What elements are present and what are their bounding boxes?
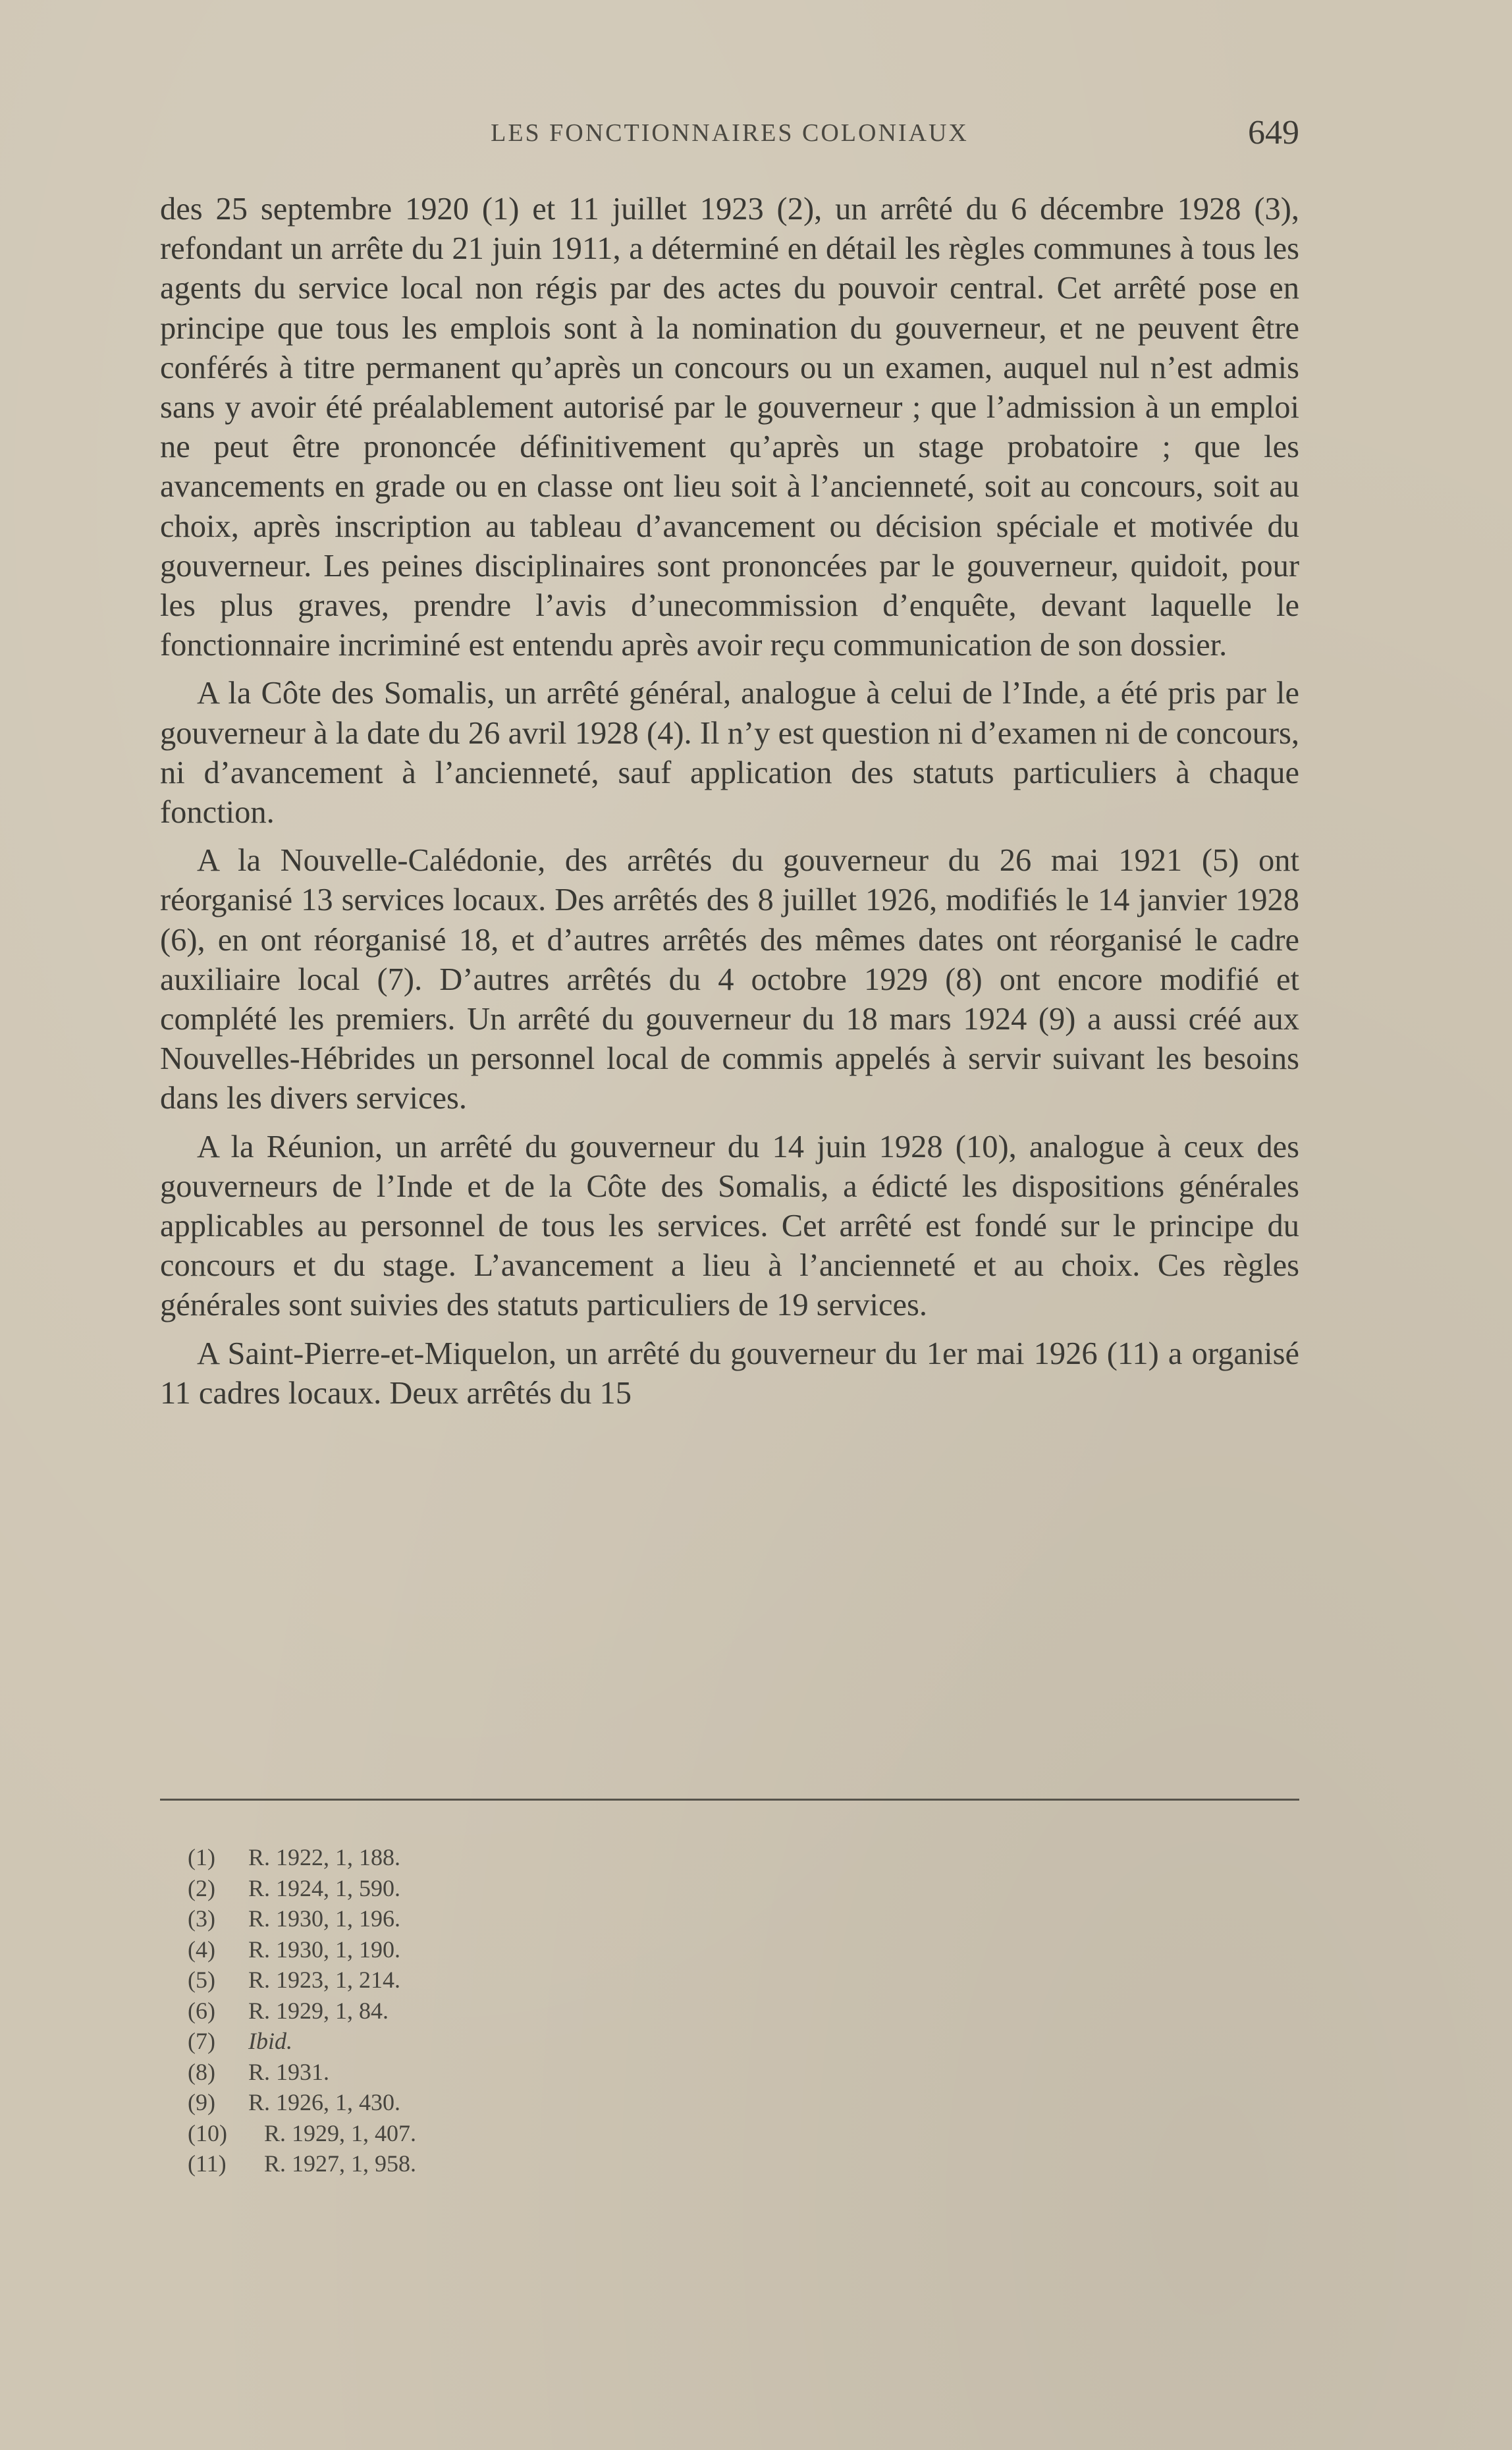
footnote-number: (1): [188, 1844, 215, 1870]
footnote-number: (2): [188, 1874, 215, 1901]
footnote: [188, 1996, 780, 2027]
footnote: [188, 2026, 780, 2057]
footnote-number: (5): [188, 1967, 215, 1993]
footnote-number: (6): [188, 1997, 215, 2024]
footnote-text: R. 1922, 1, 188.: [248, 1844, 401, 1870]
paragraph-cote-des-somalis: A la Côte des Somalis, un arrêté général, analogue à celui de l’Inde, a été pris par le gouverneur à la date du 26 avril 1928 (4). Il n’y est question ni d’examen ni de concours, ni d’avancement à l’ancienneté, sauf application des statuts particuliers à chaque fonction.: [160, 676, 1299, 830]
footnote: [188, 1903, 780, 1934]
footnote-number: (10): [188, 2119, 227, 2146]
body-text: [160, 190, 1299, 1413]
running-head: [160, 113, 1299, 159]
footnote-number: (3): [188, 1905, 215, 1932]
footnote: [188, 2087, 780, 2118]
paragraph-saint-pierre-et-miquelon: A Saint-Pierre-et-Miquelon, un arrêté du gouverneur du 1er mai 1926 (11) a organisé 11 cadres locaux. Deux arrêtés du 15: [160, 1336, 1299, 1411]
footnote-number: (9): [188, 2089, 215, 2115]
footnote-text: R. 1930, 1, 196.: [248, 1905, 401, 1932]
footnote-text: R. 1931.: [248, 2058, 330, 2085]
page-number: 649: [1248, 114, 1299, 151]
footnote-text: R. 1929, 1, 84.: [248, 1997, 389, 2024]
footnote-text: R. 1927, 1, 958.: [264, 2150, 417, 2177]
paragraph-service-local: des 25 septembre 1920 (1) et 11 juillet 1923 (2), un arrêté du 6 décembre 1928 (3), refondant un arrête du 21 juin 1911, a déterminé en détail les règles communes à tous les agents du service local non régis par des actes du pouvoir central. Cet arrêté pose en principe que tous les emplois sont à la nomination du gouverneur, et ne peuvent être conférés à titre permanent qu’après un concours ou un examen, auquel nul n’est admis sans y avoir été préalablement autorisé par le gouverneur ; que l’admission à un emploi ne peut être prononcée définitivement qu’après un stage probatoire ; que les avancements en grade ou en classe ont lieu soit à l’ancienneté, soit au concours, soit au choix, après inscription au tableau d’avancement ou décision spéciale et motivée du gouverneur. Les peines disciplinaires sont prononcées par le gouverneur, quidoit, pour les plus graves, prendre l’avis d’unecommission d’enquête, devant laquelle le fonctionnaire incriminé est entendu après avoir reçu communication de son dossier.: [160, 192, 1299, 663]
footnote-rule: [160, 1799, 1299, 1801]
footnote: [188, 2148, 780, 2179]
footnote-text: R. 1930, 1, 190.: [248, 1936, 401, 1963]
footnote: [188, 1965, 780, 1996]
footnotes: [188, 1842, 780, 2179]
footnote: [188, 2118, 780, 2149]
footnote-text: R. 1924, 1, 590.: [248, 1874, 401, 1901]
footnote-text: R. 1923, 1, 214.: [248, 1967, 401, 1993]
footnote-number: (4): [188, 1936, 215, 1963]
paragraph-nouvelle-caledonie: A la Nouvelle-Calédonie, des arrêtés du gouverneur du 26 mai 1921 (5) ont réorganisé 13 services locaux. Des arrêtés des 8 juillet 1926, modifiés le 14 janvier 1928 (6), en ont réorganisé 18, et d’autres arrêtés des mêmes dates ont réorganisé le cadre auxiliaire local (7). D’autres arrêtés du 4 octobre 1929 (8) ont encore modifié et complété les premiers. Un arrêté du gouverneur du 18 mars 1924 (9) a aussi créé aux Nouvelles-Hébrides un personnel local de commis appelés à servir suivant les besoins dans les divers services.: [160, 843, 1299, 1116]
running-title: LES FONCTIONNAIRES COLONIAUX: [491, 119, 969, 147]
footnote-text: Ibid.: [248, 2028, 292, 2054]
footnote: [188, 2057, 780, 2088]
footnote: [188, 1873, 780, 1904]
footnote-number: (11): [188, 2150, 227, 2177]
footnote: [188, 1842, 780, 1873]
footnote-number: (8): [188, 2058, 215, 2085]
footnote-number: (7): [188, 2028, 215, 2054]
footnote-text: R. 1929, 1, 407.: [264, 2119, 417, 2146]
paragraph-reunion: A la Réunion, un arrêté du gouverneur du 14 juin 1928 (10), analogue à ceux des gouverneurs de l’Inde et de la Côte des Somalis, a édicté les dispositions générales applicables au personnel de tous les services. Cet arrêté est fondé sur le principe du concours et du stage. L’avancement a lieu à l’ancienneté et au choix. Ces règles générales sont suivies des statuts particuliers de 19 services.: [160, 1129, 1299, 1323]
footnote: [188, 1934, 780, 1965]
footnote-text: R. 1926, 1, 430.: [248, 2089, 401, 2115]
